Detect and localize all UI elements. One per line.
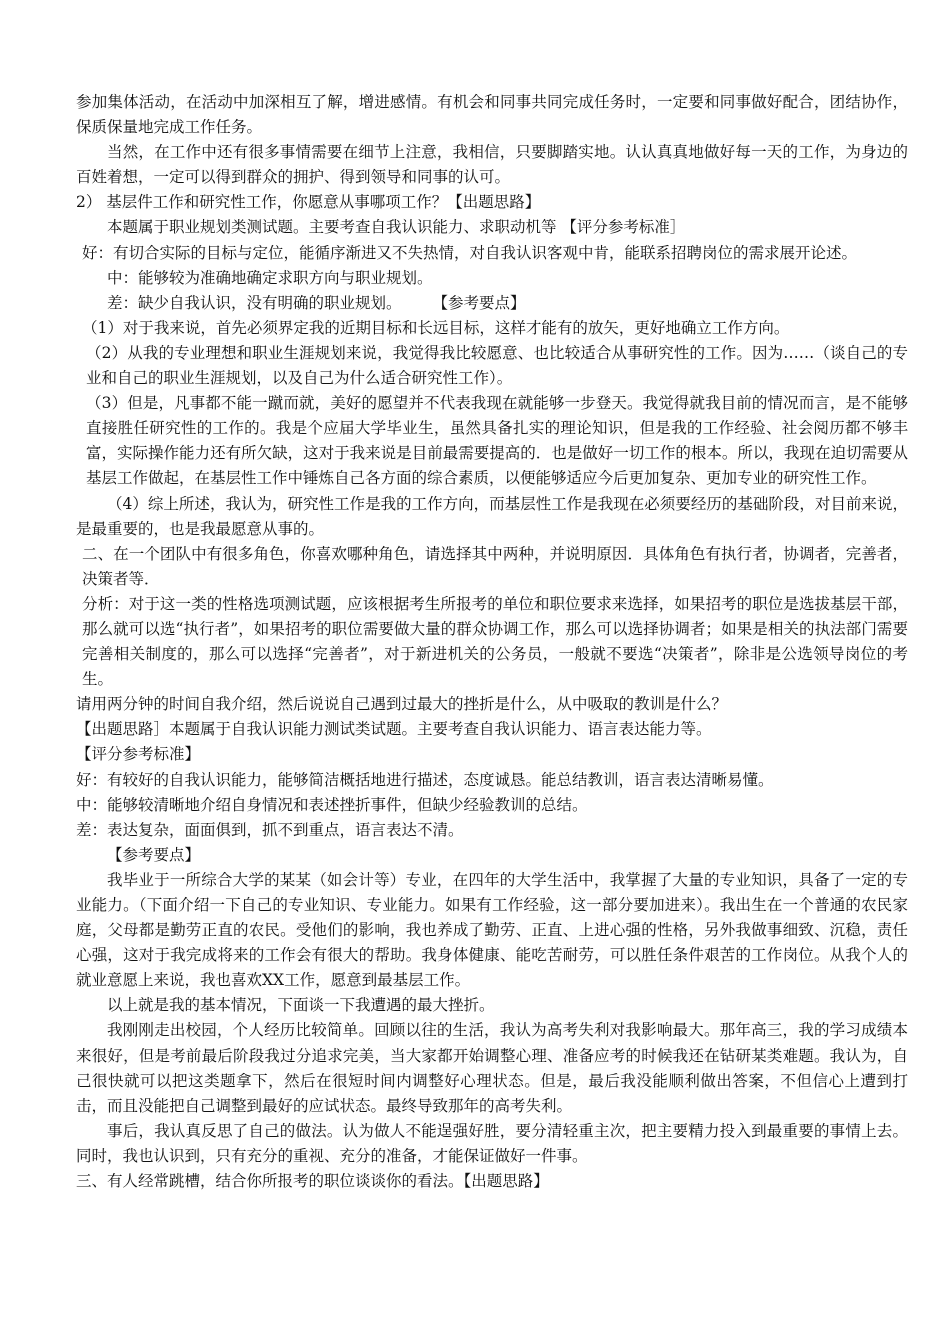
self-intro-score-medium: 中：能够较清晰地介绍自身情况和表述挫折事件，但缺少经验教训的总结。 [76, 795, 588, 814]
question-2-analysis: 本题属于职业规划类测试题。主要考查自我认识能力、求职动机等 【评分参考标准］ [107, 218, 686, 237]
score-good: 好：有切合实际的目标与定位，能循序渐进又不失热情，对自我认识客观中肯，能联系招聘岗位的需求展开论述。 [82, 243, 858, 262]
score-poor: 差：缺少自我认识，没有明确的职业规划。 【参考要点】 [107, 293, 526, 312]
self-intro-analysis: 【出题思路］本题属于自我认识能力测试类试题。主要考查自我认识能力、语言表达能力等。 [76, 720, 712, 739]
self-intro-answer: 我毕业于一所综合大学的某某（如会计等）专业，在四年的大学生活中，我掌握了大量的专业知识，具备了一定的专业能力。（下面介绍一下自己的专业知识、专业能力。如果有工作经验，这一部分要加进来）。我出生在一个普通的农民家庭，父母都是勤劳正直的农民。受他们的影响，我也养成了勤劳、正直、上进心强的性格，另外我做事细致、沉稳，责任心强，这对于我完成将来的工作会有很大的帮助。我身体健康、能吃苦耐劳，可以胜任条件艰苦的工作岗位。从我个人的就业意愿上来说，我也喜欢XX工作，愿意到最基层工作。 [76, 870, 908, 990]
paragraph-details-conclusion: 当然，在工作中还有很多事情需要在细节上注意，我相信，只要脚踏实地。认认真真地做好每一天的工作，为身边的百姓着想，一定可以得到群众的拥护、得到领导和同事的认可。 [76, 143, 908, 187]
self-intro-points-title: 【参考要点】 [107, 845, 201, 864]
team-roles-analysis: 分析：对于这一类的性格选项测试题，应该根据考生所报考的单位和职位要求来选择，如果招考的职位是选拔基层干部，那么就可以选“执行者”，如果招考的职位需要做大量的群众协调工作，那么可以选择协调者；如果是相关的执法部门需要完善相关制度的，那么可以选择“完善者”，对于新进机关的公务员，一般就不要选“决策者”，除非是公选领导岗位的考生。 [82, 594, 908, 689]
question-2-heading: 2） 基层件工作和研究性工作，你愿意从事哪项工作？【出题思路】 [76, 193, 541, 212]
point-1: （1）对于我来说，首先必须界定我的近期目标和长远目标，这样才能有的放矢，更好地确立工作方向。 [82, 318, 790, 337]
score-medium: 中：能够较为准确地确定求职方向与职业规划。 [107, 268, 433, 287]
point-2: （2）从我的专业理想和职业生涯规划来说，我觉得我比较愿意、也比较适合从事研究性的工作。因为……（谈自己的专业和自己的职业生涯规划，以及自己为什么适合研究性工作）。 [86, 343, 908, 388]
setback-transition: 以上就是我的基本情况，下面谈一下我遭遇的最大挫折。 [107, 996, 495, 1015]
point-3: （3）但是，凡事都不能一蹴而就，美好的愿望并不代表我现在就能够一步登天。我觉得就我目前的情况而言，是不能够直接胜任研究性的工作的。我是个应届大学毕业生，虽然具备扎实的理论知识，但是我的工作经验、社会阅历都不够丰富，实际操作能力还有所欠缺，这对于我来说是目前最需要提高的．也是做好一切工作的根本。所以，我现在迫切需要从基层工作做起，在基层性工作中锤炼自己各方面的综合素质，以便能够适应今后更加复杂、更加专业的研究性工作。 [86, 394, 908, 488]
self-intro-score-good: 好：有较好的自我认识能力，能够简洁概括地进行描述，态度诚恳。能总结教训，语言表达清晰易懂。 [76, 770, 774, 789]
setback-story: 我刚刚走出校园，个人经历比较简单。回顾以往的生活，我认为高考失利对我影响最大。那年高三，我的学习成绩本来很好，但是考前最后阶段我过分追求完美，当大家都开始调整心理、准备应考的时候我还在钻研某类难题。我认为，自己很快就可以把这类题拿下，然后在很短时间内调整好心理状态。但是，最后我没能顺利做出答案，不但信心上遭到打击，而且没能把自己调整到最好的应试状态。最终导致那年的高考失利。 [76, 1021, 908, 1115]
point-4: （4）综上所述，我认为，研究性工作是我的工作方向，而基层性工作是我现在必须要经历的基础阶段，对目前来说，是最重要的，也是我最愿意从事的。 [76, 494, 908, 538]
question-self-intro-heading: 请用两分钟的时间自我介绍，然后说说自己遇到过最大的挫折是什么，从中吸取的教训是什么？ [76, 695, 728, 714]
document-body [76, 90, 908, 1194]
paragraph-teamwork-end: 参加集体活动，在活动中加深相互了解，增进感情。有机会和同事共同完成任务时，一定要和同事做好配合，团结协作，保质保量地完成工作任务。 [76, 93, 908, 137]
self-intro-score-poor: 差：表达复杂，面面俱到，抓不到重点，语言表达不清。 [76, 820, 464, 839]
setback-reflection: 事后，我认真反思了自己的做法。认为做人不能逞强好胜，要分清轻重主次，把主要精力投入到最重要的事情上去。同时，我也认识到，只有充分的重视、充分的准备，才能保证做好一件事。 [76, 1121, 908, 1165]
question-job-hopping-heading: 三、有人经常跳槽，结合你所报考的职位谈谈你的看法。【出题思路】 [76, 1172, 549, 1191]
self-intro-score-title: 【评分参考标准】 [76, 745, 201, 764]
question-team-roles-heading: 二、在一个团队中有很多角色，你喜欢哪种角色，请选择其中两种，并说明原因．具体角色有执行者，协调者，完善者，决策者等． [82, 544, 908, 588]
